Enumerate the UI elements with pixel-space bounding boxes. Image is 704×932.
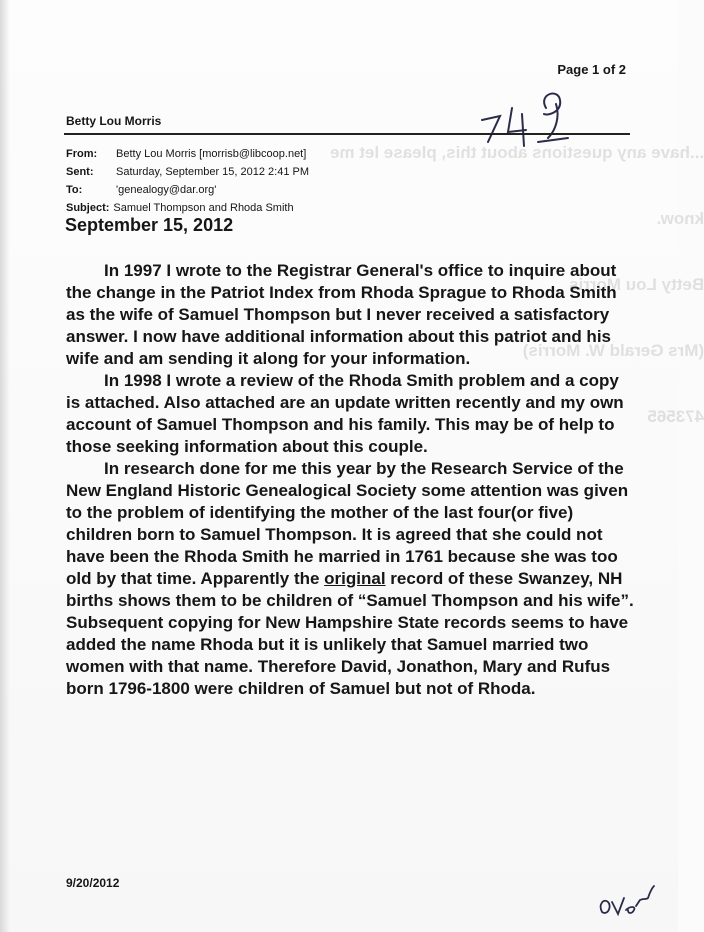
sender-name: Betty Lou Morris [66, 114, 162, 128]
subject-label: Subject: [66, 202, 110, 214]
email-header [66, 145, 309, 217]
handwritten-number-annotation [478, 86, 578, 150]
sent-row [66, 163, 309, 181]
paragraph-3 [66, 458, 636, 700]
letter-date-heading: September 15, 2012 [65, 215, 234, 235]
letter-body [66, 260, 636, 700]
scan-edge-shadow [0, 0, 10, 932]
paragraph-2: In 1998 I wrote a review of the Rhoda Smith problem and a copy is attached. Also attached are an update written recently and my own account of Samuel Thompson and his family. This may be of help to those seeking information about this couple. [66, 371, 624, 456]
underlined-word-original: original [324, 569, 386, 588]
from-value: Betty Lou Morris [morrisb@libcoop.net] [116, 148, 307, 160]
to-label: To: [66, 184, 83, 196]
to-value: 'genealogy@dar.org' [116, 184, 217, 196]
from-label: From: [66, 148, 98, 160]
header-divider [64, 133, 630, 135]
paragraph-1: In 1997 I wrote to the Registrar General's office to inquire about the change in the Patriot Index from Rhoda Sprague to Rhoda Smith as the wife of Samuel Thompson but I never received a satisfactory answer. I now have additional information about this patriot and his wife and am sending it along for your information. [66, 261, 617, 368]
page-number: Page 1 of 2 [557, 62, 626, 77]
sent-label: Sent: [66, 166, 94, 178]
paragraph-3-part-1: In research done for me this year by the Research Service of the New England Historic Genealogical Society some attention was given to the problem of identifying the mother of the last four(or five) children born to Samuel Thompson. It is agreed that she could not have been the Rhoda Smith he married in 1761 because she was too old by that time. Apparently the [66, 459, 629, 588]
subject-value: Samuel Thompson and Rhoda Smith [113, 202, 294, 214]
paragraph-3-part-2: record of these Swanzey, NH births shows them to be children of “Samuel Thompson and his wife”. Subsequent copying for New Hampshire State records seems to have added the name Rhoda but it is unlikely that Samuel married two women with that name. Therefore David, Jonathon, Mary and Rufus born 1796-1800 were children of Samuel but not of Rhoda. [66, 569, 634, 698]
show-through-text: ...have any questions about this, please let me know. Betty Lou Morris (Mrs Gerald W. Morris) 473565 [330, 143, 704, 426]
footer-date: 9/20/2012 [66, 876, 120, 890]
to-row [66, 181, 309, 199]
sent-value: Saturday, September 15, 2012 2:41 PM [116, 166, 310, 178]
from-row [66, 145, 309, 163]
handwritten-over-annotation [596, 884, 660, 924]
